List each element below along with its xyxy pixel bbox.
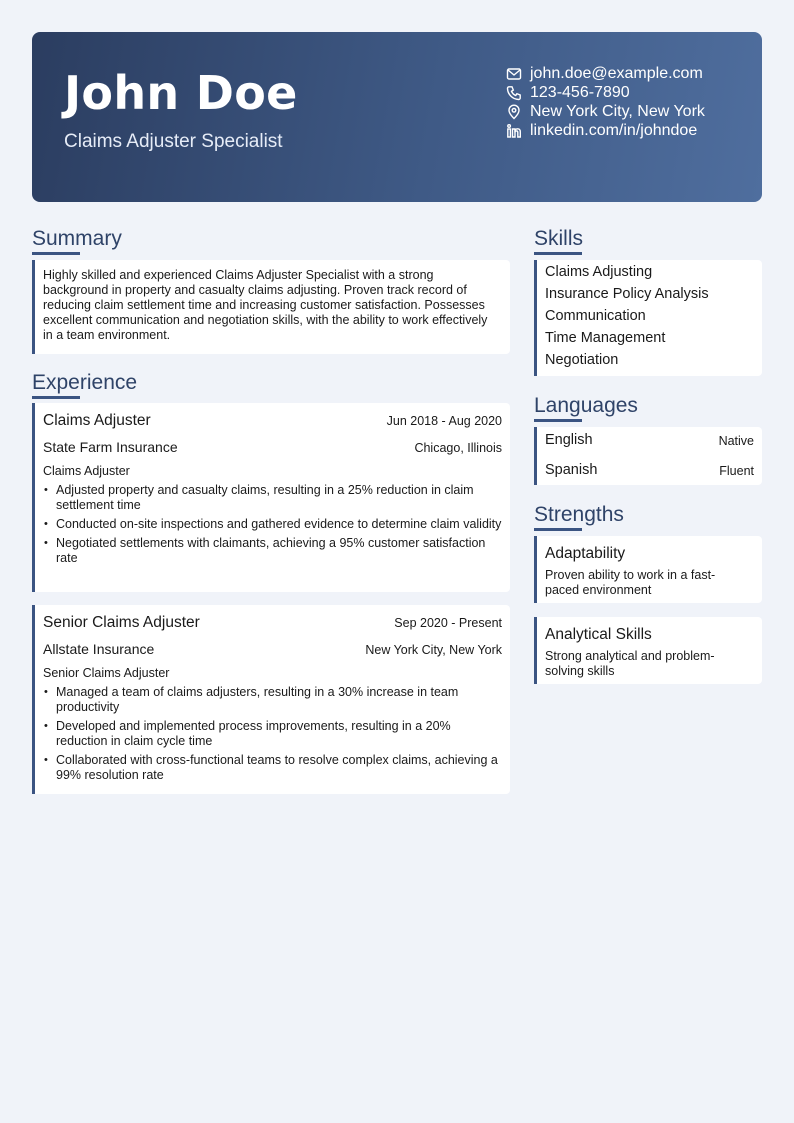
phone-text: 123-456-7890: [530, 83, 630, 101]
location-text: New York City, New York: [530, 102, 705, 120]
job-card-1: [32, 403, 510, 592]
strengths-underline: [534, 528, 582, 531]
skill-item: Communication: [545, 308, 646, 324]
job-bullet: • Negotiated settlements with claimants, achieving a 95% customer satisfaction rate: [43, 536, 503, 566]
summary-heading: Summary: [32, 227, 122, 250]
strength-desc: Strong analytical and problem-solving skills: [545, 649, 715, 678]
language-level: Fluent: [719, 464, 754, 478]
job-dates: Jun 2018 - Aug 2020: [386, 414, 502, 428]
strengths-heading: Strengths: [534, 503, 624, 526]
skills-underline: [534, 252, 582, 255]
email-text: john.doe@example.com: [530, 64, 703, 82]
summary-underline: [32, 252, 80, 255]
job-bullet: • Managed a team of claims adjusters, resulting in a 30% increase in team productivity: [43, 685, 503, 715]
job-bullet: • Developed and implemented process improvements, resulting in a 20% reduction in claim cycle time: [43, 719, 503, 749]
contact-email[interactable]: [506, 64, 705, 83]
skill-item: Time Management: [545, 330, 666, 346]
linkedin-text: linkedin.com/in/johndoe: [530, 121, 698, 139]
language-level: Native: [718, 434, 754, 448]
job-role: Senior Claims Adjuster: [43, 666, 170, 680]
candidate-title: Claims Adjuster Specialist: [64, 131, 283, 152]
skills-heading: Skills: [534, 227, 584, 250]
linkedin-icon: [506, 123, 522, 139]
job-bullets: [43, 685, 503, 787]
experience-underline: [32, 396, 80, 399]
summary-text: Highly skilled and experienced Claims Adjuster Specialist with a strong background in property and casualty claims adjusting. Proven track record of reducing claim settlement time and increasing customer satisfaction. Possesses excellent communication and negotiation skills, with the ability to work effectively in a team environment.: [43, 268, 488, 342]
strength-card-2: [534, 617, 762, 684]
skill-item: Negotiation: [545, 352, 619, 368]
job-card-2: [32, 605, 510, 794]
language-name: English: [545, 432, 593, 448]
job-role: Claims Adjuster: [43, 464, 130, 478]
location-icon: [506, 104, 522, 120]
skill-item: Claims Adjusting: [545, 264, 653, 280]
languages-card: [534, 427, 762, 485]
strength-card-1: [534, 536, 762, 603]
job-bullets: [43, 483, 503, 570]
contact-location: [506, 102, 705, 121]
job-company: Allstate Insurance: [43, 641, 155, 657]
contact-list: [506, 64, 705, 140]
languages-underline: [534, 419, 582, 422]
candidate-name: John Doe: [64, 66, 298, 120]
job-company: State Farm Insurance: [43, 439, 178, 455]
language-row: [537, 457, 762, 487]
skills-card: [534, 260, 762, 376]
job-bullet: • Collaborated with cross-functional teams to resolve complex claims, achieving a 99% resolution rate: [43, 753, 503, 783]
job-dates: Sep 2020 - Present: [394, 616, 502, 630]
strength-desc: Proven ability to work in a fast-paced environment: [545, 568, 716, 597]
job-location: New York City, New York: [365, 643, 502, 657]
strength-title: Analytical Skills: [545, 626, 652, 643]
language-name: Spanish: [545, 462, 598, 478]
language-row: [537, 427, 762, 457]
job-location: Chicago, Illinois: [414, 441, 502, 455]
experience-heading: Experience: [32, 371, 138, 394]
job-bullet: • Conducted on-site inspections and gathered evidence to determine claim validity: [43, 517, 503, 532]
skill-item: Insurance Policy Analysis: [545, 286, 709, 302]
summary-card: [32, 260, 510, 354]
contact-phone[interactable]: [506, 83, 705, 102]
job-title: Claims Adjuster: [43, 412, 151, 429]
job-bullet: • Adjusted property and casualty claims, resulting in a 25% reduction in claim settlement time: [43, 483, 503, 513]
job-title: Senior Claims Adjuster: [43, 614, 200, 631]
languages-heading: Languages: [534, 394, 638, 417]
phone-icon: [506, 85, 522, 101]
contact-linkedin[interactable]: [506, 121, 705, 140]
strength-title: Adaptability: [545, 545, 626, 562]
mail-icon: [506, 66, 522, 82]
resume-header: [32, 32, 762, 202]
